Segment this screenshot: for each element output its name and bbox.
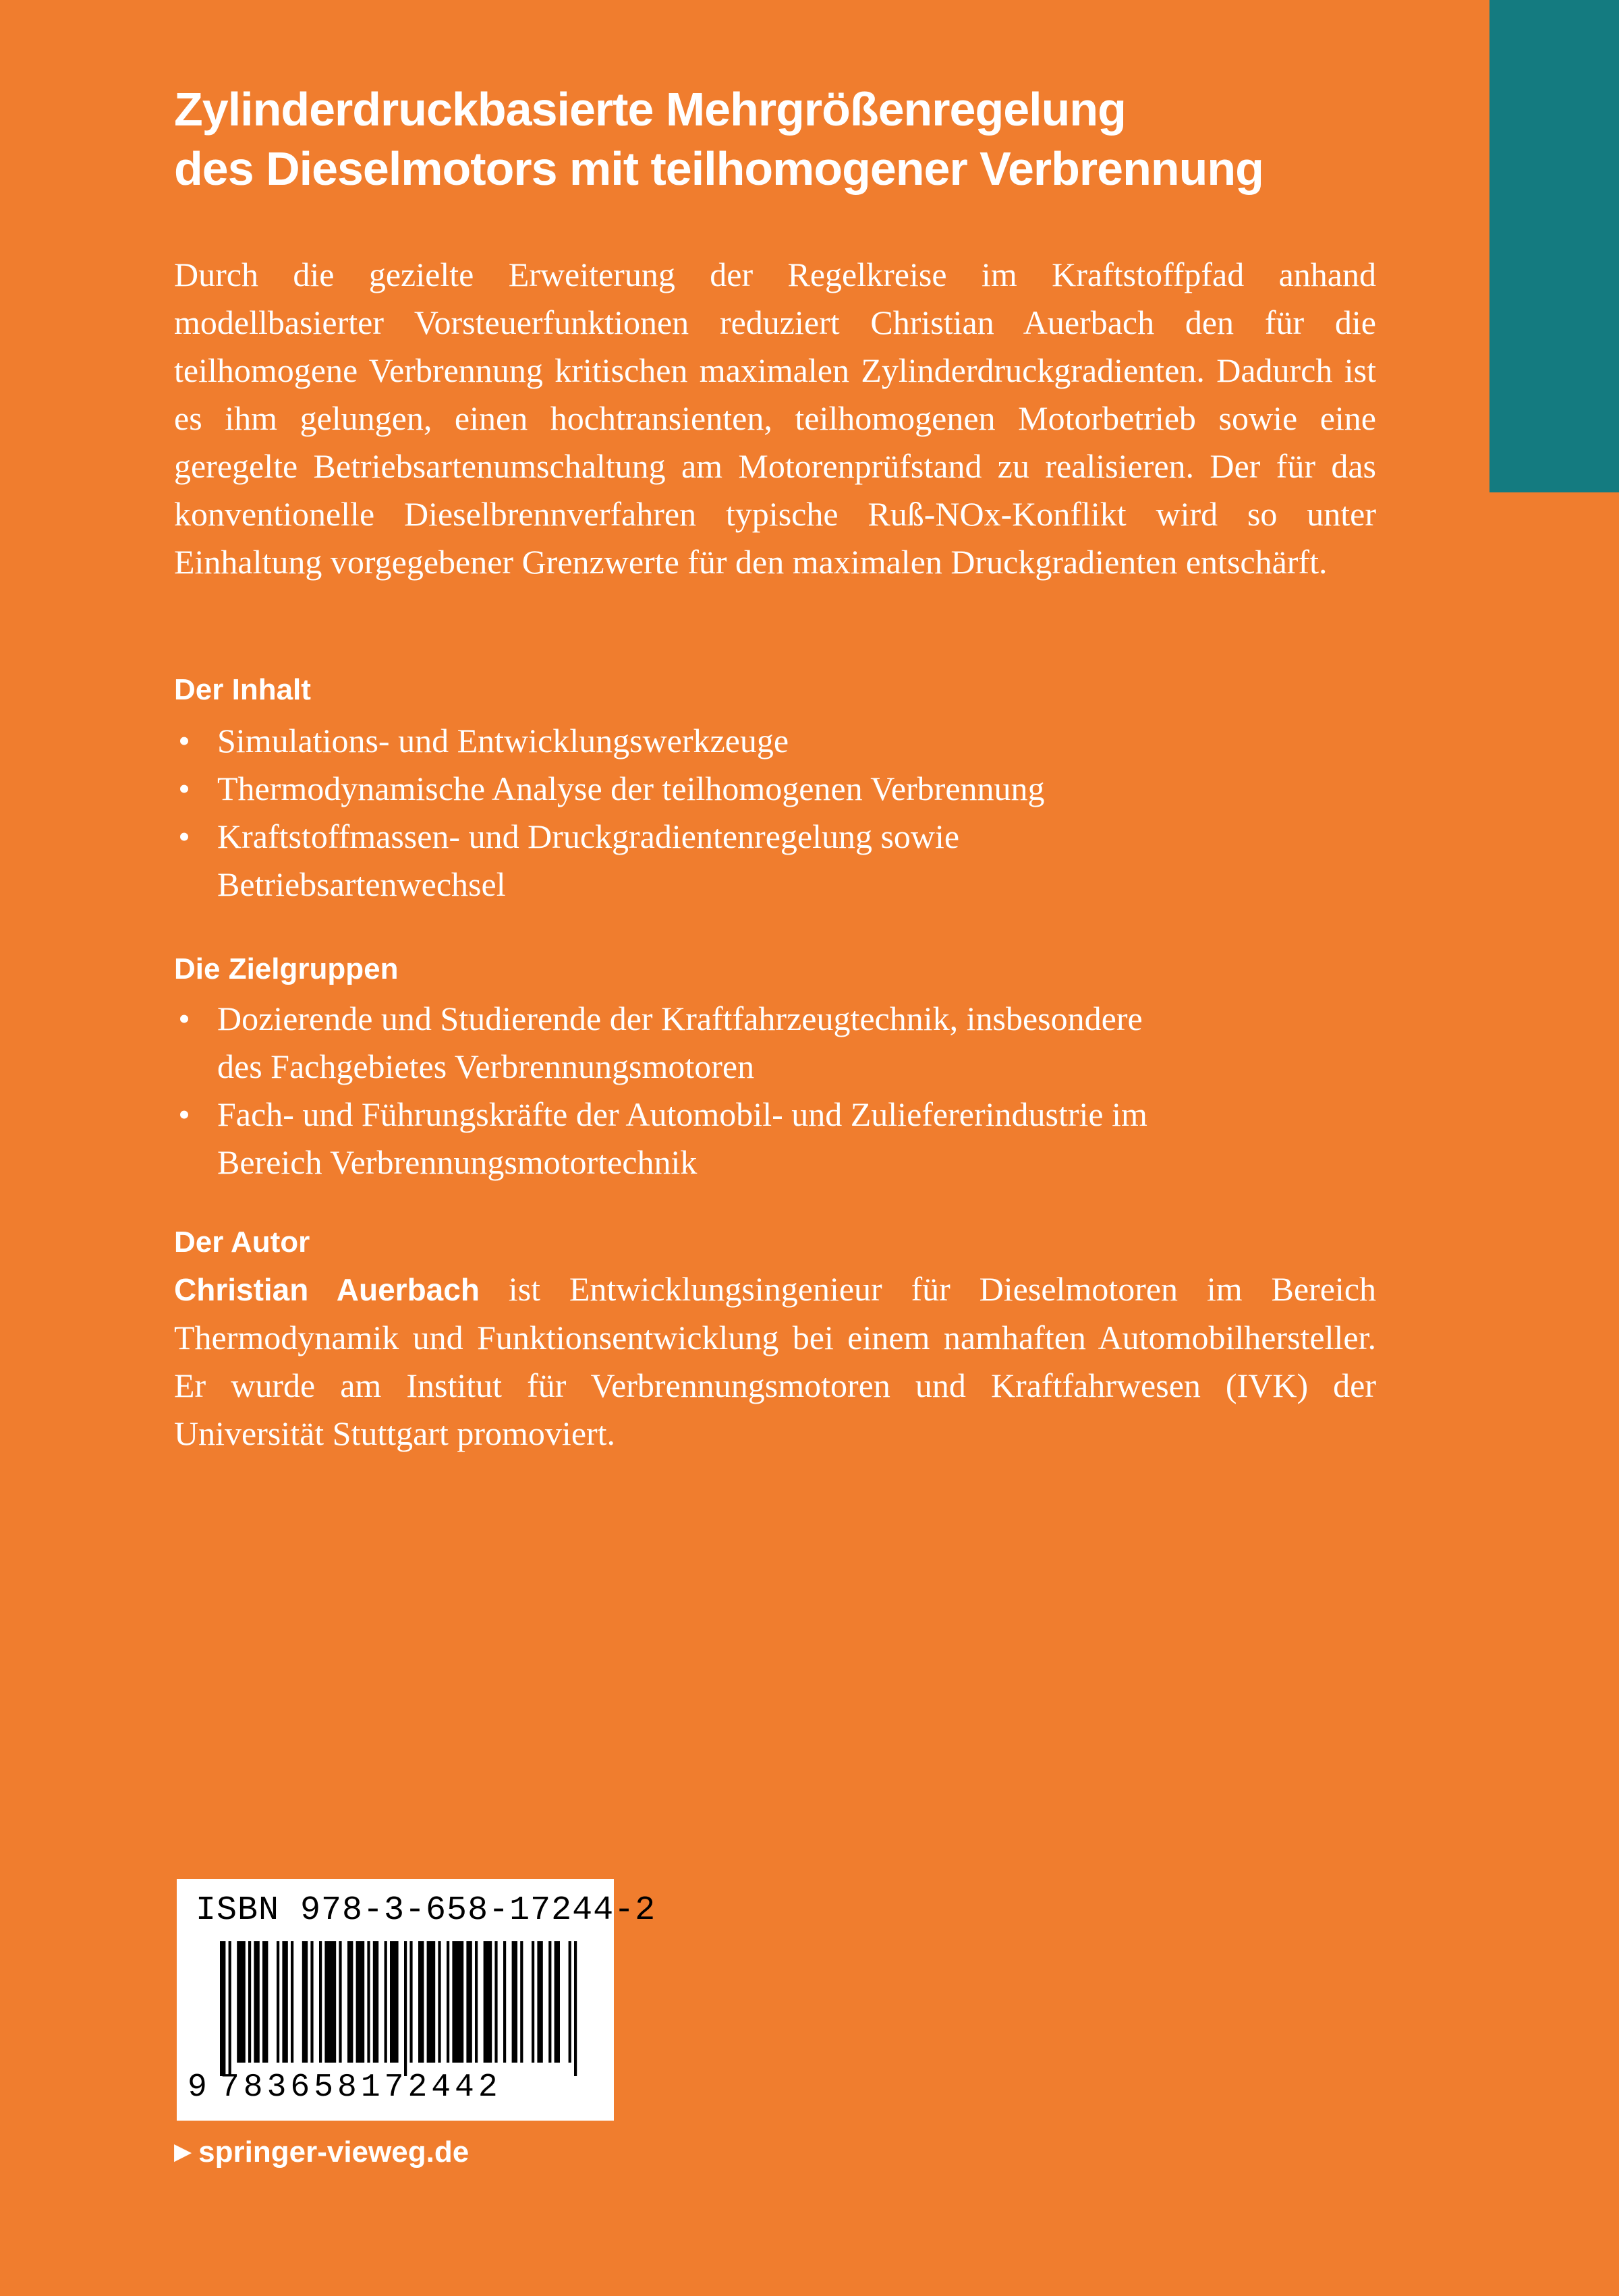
- barcode-bar: [427, 1941, 436, 2063]
- barcode-bar: [291, 1941, 293, 2063]
- bullet-icon: •: [178, 817, 190, 855]
- barcode-bar: [438, 1941, 441, 2063]
- ean-digits: 783658172442: [220, 2069, 502, 2106]
- barcode-bar: [409, 1941, 412, 2063]
- barcode-bar: [390, 1941, 399, 2063]
- author-name: Christian Auerbach: [174, 1272, 480, 1307]
- barcode-bar: [548, 1941, 551, 2063]
- autor-heading: Der Autor: [174, 1226, 310, 1259]
- title-line-2: des Dieselmotors mit teilhomogener Verbrennung: [174, 142, 1263, 195]
- teal-color-tab: [1489, 0, 1619, 492]
- barcode-bar: [569, 1941, 571, 2063]
- barcode-bar: [532, 1941, 534, 2063]
- isbn-barcode: [177, 1879, 656, 2121]
- barcode-bar: [447, 1941, 449, 2063]
- barcode-bar: [404, 1941, 407, 2076]
- book-description: Durch die gezielte Erweiterung der Regelkreise im Kraftstoffpfad anhand modellbasierter Vorsteuerfunktionen reduziert Christian Auerbach den für die teilhomogene Verbrennung kritischen maximalen Zylinderdruckgradienten. Dadurch ist es ihm gelungen, einen hochtransienten, teilhomogenen Motorbetrieb sowie eine geregelte Betriebsartenumschaltung am Motorenprüfstand zu realisieren. Der für das konventionelle Dieselbrennverfahren typische Ruß-NOx-Konflikt wird so unter Einhaltung vorgegebener Grenzwerte für den maximalen Druckgradienten entschärft.: [174, 256, 1376, 581]
- bullet-icon: •: [178, 770, 190, 807]
- barcode-bar: [385, 1941, 387, 2063]
- isbn-label: ISBN 978-3-658-17244-2: [196, 1891, 656, 1930]
- barcode-bar: [503, 1941, 506, 2063]
- barcode-bar: [220, 1941, 225, 2076]
- barcode-bars: [220, 1941, 584, 2076]
- zielgruppen-heading: Die Zielgruppen: [174, 952, 399, 985]
- barcode-bar: [248, 1941, 251, 2063]
- website-text: springer-vieweg.de: [198, 2135, 470, 2169]
- zielgruppen-item: • Fach- und Führungskräfte der Automobil- und Zuliefererindustrie im Bereich Verbrennungsmotortechnik: [174, 1091, 1229, 1186]
- barcode-bar: [574, 1941, 577, 2076]
- inhalt-item: • Simulations- und Entwicklungswerkzeuge: [174, 717, 1376, 765]
- barcode-bar: [347, 1941, 353, 2063]
- barcode-bar: [254, 1941, 259, 2063]
- book-title: [174, 80, 1456, 198]
- website-link[interactable]: [174, 2131, 469, 2173]
- barcode-bar: [484, 1941, 492, 2063]
- barcode-bar: [282, 1941, 287, 2063]
- barcode-bar: [520, 1941, 523, 2063]
- barcode-bar: [277, 1941, 279, 2063]
- barcode-bar: [494, 1941, 497, 2063]
- arrow-icon: ▶: [174, 2139, 192, 2164]
- inhalt-list: [174, 717, 1376, 909]
- author-bio: [174, 1265, 1376, 1458]
- author-bio-text: ist Entwicklungsingenieur für Dieselmotoren im Bereich Thermodynamik und Funktionsentwicklung bei einem namhaften Automobilhersteller. Er wurde am Institut für Verbrennungsmotoren und Kraftfahrwesen (IVK) der Universität Stuttgart promoviert.: [174, 1270, 1376, 1452]
- barcode-bar: [310, 1941, 313, 2063]
- zielgruppen-item: • Dozierende und Studierende der Kraftfahrzeugtechnik, insbesondere des Fachgebietes Verbrennungsmotoren: [174, 995, 1148, 1091]
- barcode-bar: [324, 1941, 336, 2063]
- barcode-bar: [237, 1941, 246, 2063]
- barcode-bar: [373, 1941, 378, 2063]
- barcode-bar: [466, 1941, 472, 2063]
- bullet-icon: •: [178, 722, 190, 759]
- barcode-bar: [555, 1941, 560, 2063]
- inhalt-item: • Thermodynamische Analyse der teilhomogenen Verbrennung: [174, 765, 1376, 813]
- inhalt-heading: Der Inhalt: [174, 673, 311, 706]
- inhalt-item: • Kraftstoffmassen- und Druckgradientenregelung sowie Betriebsartenwechsel: [174, 813, 1027, 909]
- barcode-bar: [512, 1941, 517, 2063]
- barcode-bar: [302, 1941, 308, 2063]
- barcode-bar: [229, 1941, 231, 2076]
- barcode-bar: [367, 1941, 370, 2063]
- bullet-icon: •: [178, 1000, 190, 1037]
- barcode-bar: [537, 1941, 542, 2063]
- barcode-bar: [319, 1941, 322, 2063]
- barcode-bar: [262, 1941, 268, 2063]
- barcode-bar: [339, 1941, 341, 2063]
- barcode-bar: [356, 1941, 365, 2063]
- zielgruppen-list: [174, 995, 1376, 1186]
- ean-first-digit: 9: [188, 2069, 207, 2106]
- title-line-1: Zylinderdruckbasierte Mehrgrößenregelung: [174, 83, 1126, 136]
- bullet-icon: •: [178, 1095, 190, 1133]
- barcode-bar: [475, 1941, 478, 2063]
- barcode-bar: [418, 1941, 424, 2063]
- barcode-bar: [452, 1941, 463, 2063]
